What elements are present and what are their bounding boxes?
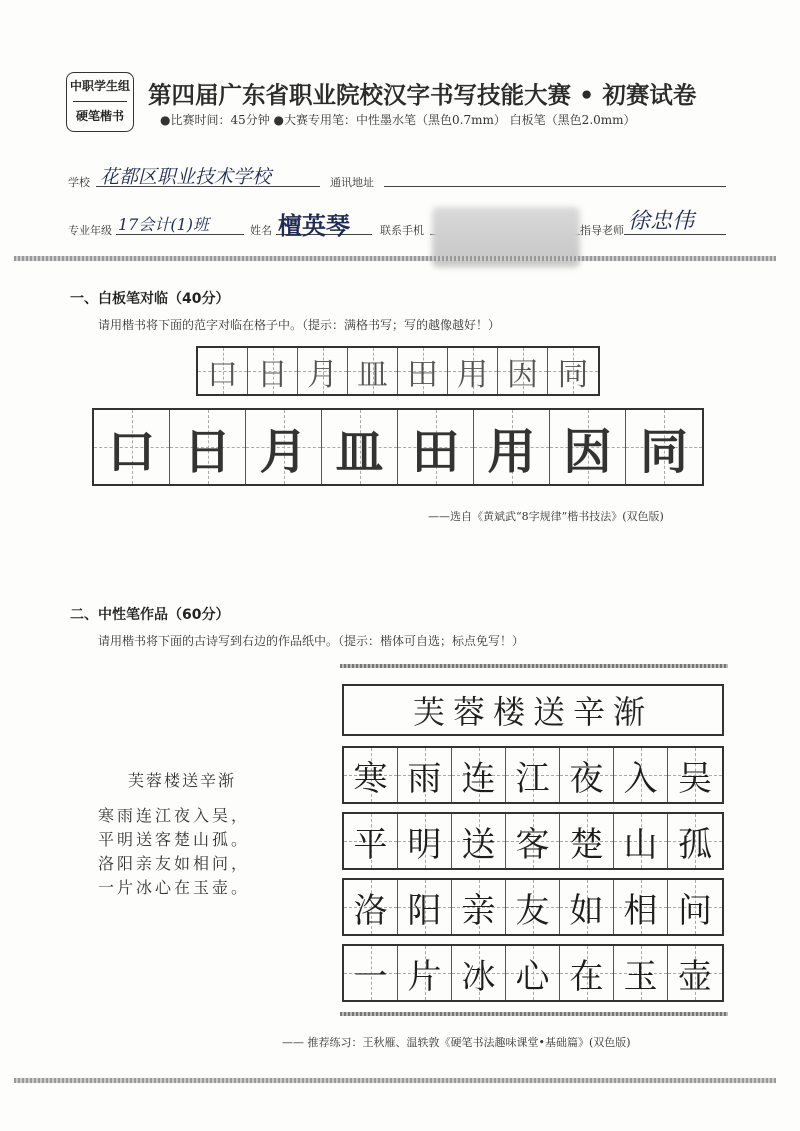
work-title-box[interactable] — [342, 684, 724, 736]
grade-label: 专业年级 — [68, 224, 112, 237]
exam-title: 第四届广东省职业院校汉字书写技能大赛 • 初赛试卷 — [148, 81, 697, 109]
work-char: 楚 — [569, 824, 604, 865]
work-char: 亲 — [461, 890, 496, 931]
work-title: 芙蓉楼送辛渐 — [412, 693, 653, 731]
practice-cell[interactable] — [550, 410, 626, 484]
work-char: 山 — [623, 824, 658, 865]
work-char: 在 — [569, 956, 604, 997]
work-cell[interactable] — [398, 946, 452, 1000]
poem-line: 洛阳亲友如相问， — [98, 854, 251, 873]
work-char: 玉 — [623, 956, 658, 997]
section2-heading: 二、中性笔作品（60分） — [70, 607, 230, 623]
written-char: 田 — [411, 423, 460, 480]
written-char: 用 — [487, 423, 536, 480]
work-char: 寒 — [353, 758, 388, 799]
work-row — [342, 746, 724, 804]
practice-cell[interactable] — [322, 410, 398, 484]
address-field[interactable] — [384, 186, 726, 187]
work-char: 平 — [353, 824, 388, 865]
written-char: 月 — [259, 423, 308, 480]
model-char-cell — [248, 348, 298, 394]
work-cell[interactable] — [344, 880, 398, 934]
work-char: 夜 — [569, 758, 604, 799]
badge-group-text: 中职学生组 — [69, 79, 130, 93]
practice-cell[interactable] — [170, 410, 246, 484]
work-char: 雨 — [407, 758, 442, 799]
work-cell[interactable] — [614, 946, 668, 1000]
work-cell[interactable] — [560, 880, 614, 934]
work-cell[interactable] — [668, 748, 722, 802]
written-char: 因 — [563, 423, 612, 480]
work-cell[interactable] — [614, 748, 668, 802]
work-cell[interactable] — [668, 880, 722, 934]
work-cell[interactable] — [344, 748, 398, 802]
practice-cell[interactable] — [246, 410, 322, 484]
work-row — [342, 878, 724, 936]
school-label: 学校 — [68, 176, 90, 189]
exam-info: ●比赛时间：45分钟 ●大赛专用笔：中性墨水笔（黑色0.7mm） 白板笔（黑色2.0mm） — [160, 113, 636, 127]
work-char: 洛 — [353, 890, 388, 931]
work-cell[interactable] — [452, 880, 506, 934]
written-char: 同 — [639, 423, 688, 480]
work-paper — [340, 664, 728, 1016]
work-row — [342, 944, 724, 1002]
work-char: 冰 — [461, 956, 496, 997]
section1-source: ——选自《黄斌武“8字规律”楷书技法》(双色版) — [428, 510, 664, 523]
model-char-cell — [548, 348, 598, 394]
work-char: 入 — [623, 758, 658, 799]
group-badge — [66, 72, 134, 132]
work-cell[interactable] — [506, 748, 560, 802]
paper-bottom-border — [340, 1012, 728, 1016]
poem-line: 一片冰心在玉壶。 — [98, 878, 251, 897]
work-char: 相 — [623, 890, 658, 931]
model-char-cell — [298, 348, 348, 394]
work-char: 片 — [407, 956, 442, 997]
work-cell[interactable] — [560, 946, 614, 1000]
work-char: 一 — [353, 956, 388, 997]
badge-divider — [73, 101, 127, 102]
model-char-cell — [448, 348, 498, 394]
grade-field[interactable]: 17会计(1)班 — [118, 215, 210, 234]
model-char: 同 — [557, 356, 589, 393]
model-char: 田 — [407, 356, 438, 393]
work-char: 如 — [569, 890, 604, 931]
work-char: 吴 — [678, 758, 712, 799]
name-label: 姓名 — [250, 224, 272, 237]
work-cell[interactable] — [506, 814, 560, 868]
section2-instruction: 请用楷书将下面的古诗写到右边的作品纸中。（提示：楷体可自选；标点免写！） — [98, 634, 525, 648]
model-char: 月 — [307, 356, 338, 393]
work-char: 送 — [461, 824, 496, 865]
phone-label: 联系手机 — [380, 224, 424, 237]
work-cell[interactable] — [452, 946, 506, 1000]
poem-text — [98, 804, 250, 900]
poem-line: 平明送客楚山孤。 — [98, 830, 251, 849]
work-cell[interactable] — [560, 748, 614, 802]
work-char: 孤 — [678, 824, 712, 865]
model-char-cell — [398, 348, 448, 394]
work-char: 明 — [407, 824, 442, 865]
work-cell[interactable] — [668, 946, 722, 1000]
recommend-text: —— 推荐练习：王秋雁、温轶敦《硬笔书法趣味课堂•基础篇》(双色版) — [282, 1036, 631, 1049]
written-char: 日 — [183, 423, 232, 480]
work-cell[interactable] — [398, 748, 452, 802]
name-field[interactable]: 檀英琴 — [278, 211, 350, 240]
paper-top-border — [340, 664, 728, 668]
model-char: 皿 — [357, 356, 388, 393]
teacher-field[interactable]: 徐忠伟 — [628, 209, 695, 234]
model-char-cell — [498, 348, 548, 394]
work-cell[interactable] — [452, 814, 506, 868]
badge-category-text: 硬笔楷书 — [75, 109, 124, 123]
section1-instruction: 请用楷书将下面的范字对临在格子中。（提示：满格书写；写的越像越好！） — [98, 318, 501, 332]
work-cell[interactable] — [560, 814, 614, 868]
work-cell[interactable] — [398, 880, 452, 934]
work-cell[interactable] — [398, 814, 452, 868]
work-cell[interactable] — [344, 814, 398, 868]
work-cell[interactable] — [506, 880, 560, 934]
work-char: 连 — [461, 758, 496, 799]
model-char: 用 — [457, 356, 488, 393]
practice-cell[interactable] — [94, 410, 170, 484]
model-char-cell — [348, 348, 398, 394]
section1-heading: 一、白板笔对临（40分） — [70, 291, 230, 307]
address-label: 通讯地址 — [330, 176, 374, 189]
work-cell[interactable] — [614, 880, 668, 934]
work-char: 客 — [515, 824, 550, 865]
work-char: 江 — [515, 758, 550, 799]
written-char: 皿 — [335, 423, 384, 480]
teacher-label: 指导老师 — [580, 224, 624, 237]
work-char: 问 — [678, 890, 712, 931]
work-char: 壶 — [678, 956, 712, 997]
footer-separator — [14, 1078, 776, 1083]
model-char: 日 — [257, 356, 288, 393]
work-cell[interactable] — [506, 946, 560, 1000]
practice-cell[interactable] — [398, 410, 474, 484]
work-cell[interactable] — [344, 946, 398, 1000]
work-char: 友 — [515, 890, 550, 931]
model-char: 因 — [507, 356, 538, 393]
practice-cell[interactable] — [474, 410, 550, 484]
work-cell[interactable] — [614, 814, 668, 868]
model-char-grid — [196, 346, 600, 396]
work-char: 心 — [515, 956, 550, 997]
school-field[interactable]: 花都区职业技术学校 — [100, 166, 272, 188]
practice-grid[interactable] — [92, 408, 704, 486]
poem-title: 芙蓉楼送辛渐 — [128, 771, 237, 790]
model-char-cell — [198, 348, 248, 394]
written-char: 口 — [107, 423, 156, 480]
work-row — [342, 812, 724, 870]
header-separator — [14, 256, 776, 261]
work-char: 阳 — [407, 890, 442, 931]
practice-cell[interactable] — [626, 410, 702, 484]
poem-line: 寒雨连江夜入吴， — [98, 806, 251, 825]
work-cell[interactable] — [452, 748, 506, 802]
work-cell[interactable] — [668, 814, 722, 868]
model-char: 口 — [207, 356, 238, 393]
